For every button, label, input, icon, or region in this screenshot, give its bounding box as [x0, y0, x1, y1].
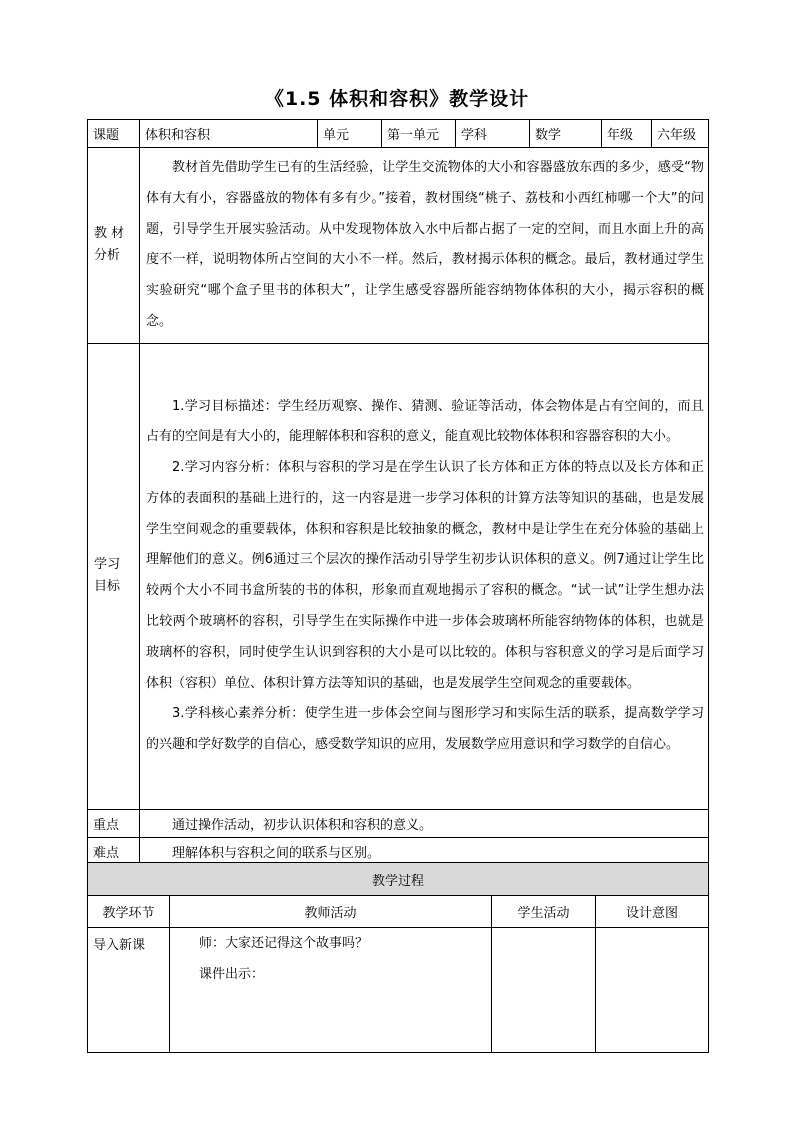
process-header-row: [88, 896, 709, 928]
row1-stage: 导入新课: [88, 928, 170, 1053]
key-point-text: 通过操作活动，初步认识体积和容积的意义。: [140, 809, 709, 837]
objectives-paragraph-1: 1.学习目标描述：学生经历观察、操作、猜测、验证等活动，体会物体是占有空间的，而且占有的空间是有大小的，能理解体积和容积的意义，能直观比较物体体积和容器容积的大小。: [146, 398, 704, 445]
col-student-header: 学生活动: [492, 896, 596, 928]
objectives-label: [88, 343, 140, 809]
analysis-label-line2: 分析: [94, 248, 121, 264]
difficulty-label: 难点: [88, 837, 140, 865]
row1-student-cell: [492, 928, 596, 1053]
teaching-process-table: [87, 862, 709, 1053]
objectives-row: [88, 343, 709, 809]
analysis-row: [88, 148, 709, 344]
process-row-intro: [88, 928, 709, 1053]
process-section-title: 教学过程: [88, 863, 709, 896]
objectives-label-line1: 学习: [94, 557, 121, 573]
objectives-text-cell: [140, 343, 709, 809]
unit-value: 第一单元: [382, 120, 456, 148]
analysis-label: [88, 148, 140, 344]
topic-label: 课题: [88, 120, 140, 148]
grade-value: 六年级: [652, 120, 709, 148]
topic-value: 体积和容积: [140, 120, 318, 148]
objectives-paragraph-2: 2.学习内容分析：体积与容积的学习是在学生认识了长方体和正方体的特点以及长方体和正方体的表面积的基础上进行的，这一内容是进一步学习体积的计算方法等知识的基础，也是发展学生空间观念的重要载体，体积和容积是比较抽象的概念，教材中是让学生在充分体验的基础上理解他们的意义。例6通过三个层次的操作活动引导学生初步认识体积的意义。例7通过让学生比较两个大小不同书盒所装的书的体积，形象而直观地揭示了容积的概念。“试一试”让学生想办法比较两个玻璃杯的容积，引导学生在实际操作中进一步体会玻璃杯所能容纳物体的体积，也就是玻璃杯的容积，同时使学生认识到容积的大小是可以比较的。体积与容积意义的学习是后面学习体积（容积）单位、体积计算方法等知识的基础，也是发展学生空间观念的重要载体。: [146, 460, 704, 691]
lesson-info-table: [87, 119, 709, 866]
row1-teacher-line2: 课件出示：: [199, 967, 265, 982]
grade-label: 年级: [602, 120, 652, 148]
key-point-row: [88, 809, 709, 837]
key-point-label: 重点: [88, 809, 140, 837]
col-intent-header: 设计意图: [596, 896, 709, 928]
analysis-text-cell: [140, 148, 709, 344]
row1-teacher-cell: [170, 928, 492, 1053]
analysis-text: 教材首先借助学生已有的生活经验，让学生交流物体的大小和容器盛放东西的多少，感受“物体有大有小，容器盛放的物体有多有少。”接着，教材围绕“桃子、荔枝和小西红柿哪一个大”的问题，引导学生开展实验活动。从中发现物体放入水中后都占据了一定的空间，而且水面上升的高度不一样，说明物体所占空间的大小不一样。然后，教材揭示体积的概念。最后，教材通过学生实验研究“哪个盒子里书的体积大”，让学生感受容器所能容纳物体体积的大小，揭示容积的概念。: [146, 160, 704, 329]
col-teacher-header: 教师活动: [170, 896, 492, 928]
subject-label: 学科: [456, 120, 530, 148]
difficulty-text: 理解体积与容积之间的联系与区别。: [140, 837, 709, 865]
subject-value: 数学: [530, 120, 602, 148]
col-stage-header: 教学环节: [88, 896, 170, 928]
objectives-label-line2: 目标: [94, 579, 121, 595]
objectives-paragraph-3: 3.学科核心素养分析：使学生进一步体会空间与图形学习和实际生活的联系，提高数学学习的兴趣和学好数学的自信心，感受数学知识的应用，发展数学应用意识和学习数学的自信心。: [146, 706, 704, 753]
row1-intent-cell: [596, 928, 709, 1053]
row1-teacher-line1: 师：大家还记得这个故事吗？: [199, 936, 369, 951]
unit-label: 单元: [318, 120, 382, 148]
header-row: [88, 120, 709, 148]
process-title-row: [88, 863, 709, 896]
document-title: 《1.5 体积和容积》教学设计: [264, 88, 530, 110]
analysis-label-line1: 教 材: [94, 226, 125, 242]
